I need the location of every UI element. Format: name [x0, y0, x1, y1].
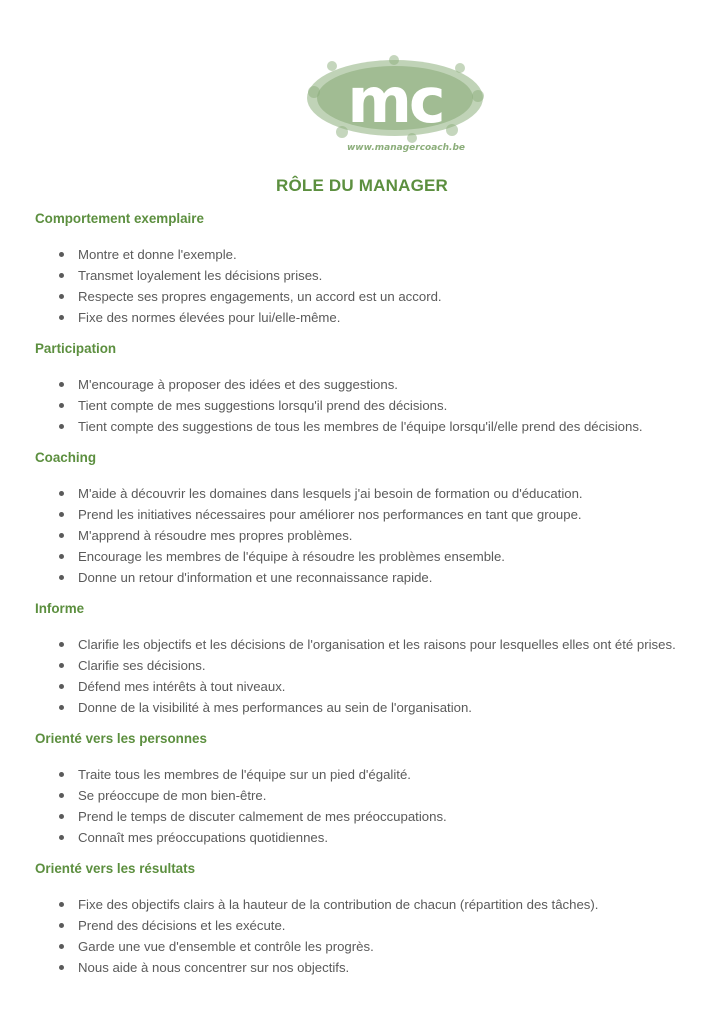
bullet-item: Respecte ses propres engagements, un accord est un accord.	[35, 286, 685, 307]
bullet-list	[35, 244, 685, 328]
bullet-item: M'encourage à proposer des idées et des suggestions.	[35, 374, 685, 395]
bullet-item: Transmet loyalement les décisions prises.	[35, 265, 685, 286]
bullet-item: Tient compte des suggestions de tous les membres de l'équipe lorsqu'il/elle prend des décisions.	[35, 416, 685, 437]
section-heading: Informe	[35, 601, 85, 616]
section	[35, 600, 685, 718]
logo-graphic	[302, 52, 488, 158]
section-heading: Orienté vers les résultats	[35, 861, 196, 876]
role-sections	[35, 210, 685, 990]
bullet-item: M'aide à découvrir les domaines dans lesquels j'ai besoin de formation ou d'éducation.	[35, 483, 685, 504]
bullet-item: Donne de la visibilité à mes performances au sein de l'organisation.	[35, 697, 685, 718]
section	[35, 449, 685, 588]
bullet-list	[35, 374, 685, 437]
bullet-item: Montre et donne l'exemple.	[35, 244, 685, 265]
bullet-item: Nous aide à nous concentrer sur nos objectifs.	[35, 957, 685, 978]
bullet-list	[35, 894, 685, 978]
bullet-item: Tient compte de mes suggestions lorsqu'il prend des décisions.	[35, 395, 685, 416]
bullet-item: Clarifie ses décisions.	[35, 655, 685, 676]
bullet-item: Se préoccupe de mon bien-être.	[35, 785, 685, 806]
section-heading: Participation	[35, 341, 117, 356]
bullet-item: Prend les initiatives nécessaires pour améliorer nos performances en tant que groupe.	[35, 504, 685, 525]
bullet-item: M'apprend à résoudre mes propres problèmes.	[35, 525, 685, 546]
bullet-item: Garde une vue d'ensemble et contrôle les progrès.	[35, 936, 685, 957]
section	[35, 860, 685, 978]
bullet-list	[35, 483, 685, 588]
bullet-list	[35, 764, 685, 848]
bullet-item: Fixe des normes élevées pour lui/elle-même.	[35, 307, 685, 328]
logo-url: www.managercoach.be	[346, 143, 466, 153]
bullet-item: Défend mes intérêts à tout niveaux.	[35, 676, 685, 697]
bullet-item: Connaît mes préoccupations quotidiennes.	[35, 827, 685, 848]
section	[35, 340, 685, 437]
bullet-list	[35, 634, 685, 718]
managercoach-logo	[302, 52, 488, 158]
bullet-item: Clarifie les objectifs et les décisions de l'organisation et les raisons pour lesquelles elles ont été prises.	[35, 634, 685, 655]
section	[35, 210, 685, 328]
section	[35, 730, 685, 848]
bullet-item: Fixe des objectifs clairs à la hauteur de la contribution de chacun (répartition des tâches).	[35, 894, 685, 915]
section-heading: Coaching	[35, 450, 97, 465]
section-heading: Comportement exemplaire	[35, 211, 204, 226]
bullet-item: Donne un retour d'information et une reconnaissance rapide.	[35, 567, 685, 588]
bullet-item: Prend des décisions et les exécute.	[35, 915, 685, 936]
bullet-item: Prend le temps de discuter calmement de mes préoccupations.	[35, 806, 685, 827]
section-heading: Orienté vers les personnes	[35, 731, 207, 746]
bullet-item: Traite tous les membres de l'équipe sur un pied d'égalité.	[35, 764, 685, 785]
page-title: RÔLE DU MANAGER	[275, 176, 449, 195]
bullet-item: Encourage les membres de l'équipe à résoudre les problèmes ensemble.	[35, 546, 685, 567]
logo-letters: mc	[347, 64, 443, 137]
